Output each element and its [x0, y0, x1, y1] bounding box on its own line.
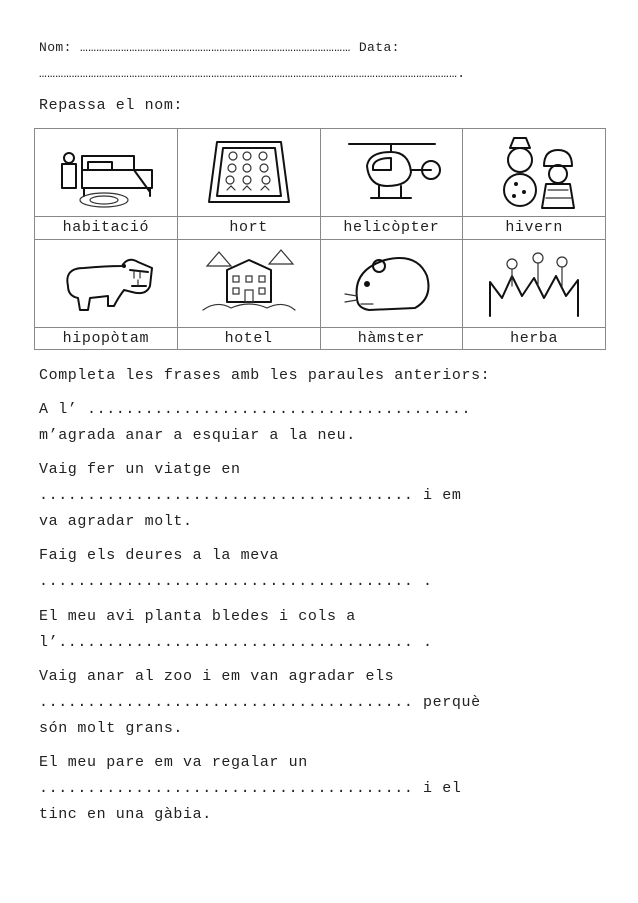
- sentence-line[interactable]: A l’ ........................................: [39, 401, 472, 418]
- sentence-line: Vaig fer un viatge en: [39, 461, 241, 478]
- picture-cell-grass: [463, 239, 606, 327]
- sentence-line: El meu pare em va regalar un: [39, 754, 308, 771]
- picture-cell-garden: [177, 129, 320, 217]
- hamster-icon: [339, 246, 443, 320]
- instruction-trace-names: Repassa el nom:: [39, 97, 184, 114]
- picture-cell-helicopter: [320, 129, 463, 217]
- garden-icon: [197, 136, 301, 210]
- instruction-complete-sentences: Completa les frases amb les paraules anteriors:: [39, 367, 491, 384]
- sentence-line[interactable]: ....................................... i em: [39, 487, 462, 504]
- picture-cell-winter: [463, 129, 606, 217]
- helicopter-icon: [339, 136, 443, 210]
- picture-label: herba: [463, 327, 606, 349]
- picture-label: hort: [177, 217, 320, 239]
- sentence-line[interactable]: ....................................... i el: [39, 780, 462, 797]
- hippo-icon: [54, 246, 158, 320]
- bedroom-icon: [54, 136, 158, 210]
- sentence-line[interactable]: ....................................... .: [39, 573, 433, 590]
- name-date-line[interactable]: Nom: ……………………………………………………………………………………… Data:: [39, 40, 400, 55]
- picture-label: habitació: [35, 217, 178, 239]
- picture-cell-hippo: [35, 239, 178, 327]
- picture-cell-hotel: [177, 239, 320, 327]
- sentence-line: m’agrada anar a esquiar a la neu.: [39, 427, 356, 444]
- sentence-line: Vaig anar al zoo i em van agradar els: [39, 668, 395, 685]
- picture-cell-bedroom: [35, 129, 178, 217]
- sentence-line: El meu avi planta bledes i cols a: [39, 608, 356, 625]
- sentence-line[interactable]: ....................................... perquè: [39, 694, 481, 711]
- sentence-line: va agradar molt.: [39, 513, 193, 530]
- sentence-line: Faig els deures a la meva: [39, 547, 280, 564]
- sentence-line: tinc en una gàbia.: [39, 806, 212, 823]
- picture-label: helicòpter: [320, 217, 463, 239]
- sentence-line: són molt grans.: [39, 720, 184, 737]
- sentence-line[interactable]: l’..................................... .: [39, 634, 433, 651]
- picture-label: hivern: [463, 217, 606, 239]
- picture-label: hàmster: [320, 327, 463, 349]
- picture-label: hipopòtam: [35, 327, 178, 349]
- picture-grid: [34, 128, 606, 350]
- picture-cell-hamster: [320, 239, 463, 327]
- winter-icon: [482, 136, 586, 210]
- grass-icon: [482, 246, 586, 320]
- dotted-fill-line[interactable]: ……………………………………………………………………………………………………………………………………….: [39, 66, 466, 81]
- picture-label: hotel: [177, 327, 320, 349]
- hotel-icon: [197, 246, 301, 320]
